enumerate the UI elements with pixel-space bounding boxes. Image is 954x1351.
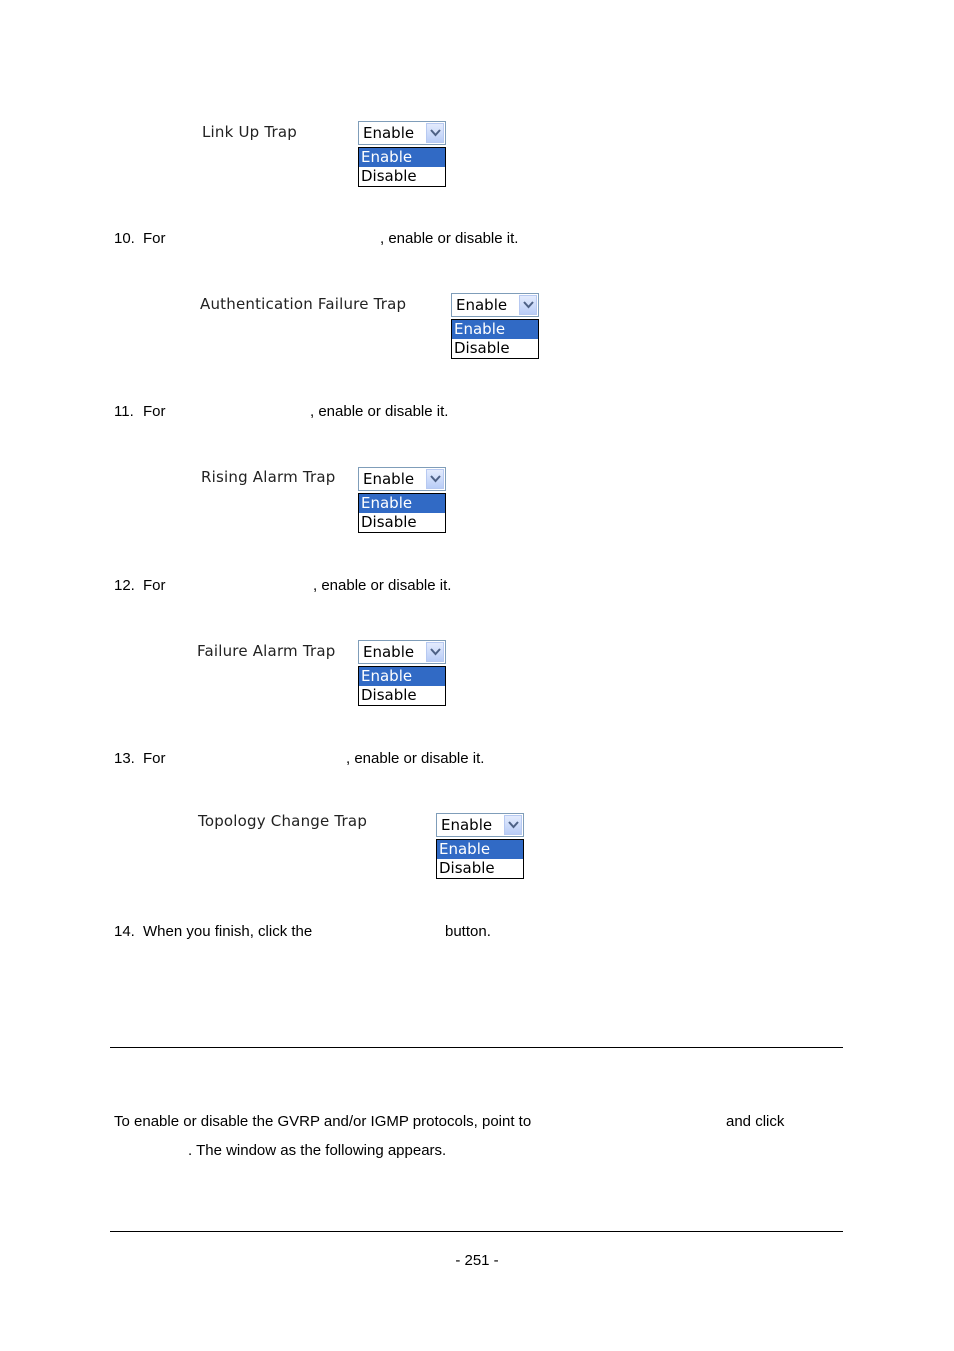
option-enable[interactable]: Enable bbox=[359, 494, 445, 513]
step-text: For bbox=[143, 577, 166, 594]
dropdown-select[interactable] bbox=[358, 121, 446, 145]
topology-change-trap-dropdown[interactable] bbox=[436, 813, 524, 879]
section-paragraph-line1: To enable or disable the GVRP and/or IGMP protocols, point to bbox=[114, 1113, 532, 1130]
option-disable[interactable]: Disable bbox=[454, 339, 510, 357]
step-10 bbox=[114, 230, 166, 247]
step-14 bbox=[114, 923, 312, 940]
dropdown-options bbox=[358, 147, 446, 187]
dropdown-options bbox=[436, 839, 524, 879]
dropdown-select[interactable] bbox=[436, 813, 524, 837]
step-12-tail: , enable or disable it. bbox=[313, 577, 452, 594]
step-text: For bbox=[143, 230, 166, 247]
option-enable[interactable]: Enable bbox=[437, 840, 523, 859]
option-enable[interactable]: Enable bbox=[359, 667, 445, 686]
section-paragraph-line1-tail: and click bbox=[726, 1113, 785, 1130]
dropdown-options bbox=[358, 666, 446, 706]
footer-divider bbox=[110, 1231, 843, 1232]
option-enable[interactable]: Enable bbox=[452, 320, 538, 339]
chevron-down-icon[interactable] bbox=[426, 469, 444, 489]
option-disable[interactable]: Disable bbox=[361, 167, 417, 185]
step-number: 14. bbox=[114, 923, 135, 940]
selected-value: Enable bbox=[363, 124, 415, 142]
selected-value: Enable bbox=[441, 816, 493, 834]
step-text: For bbox=[143, 750, 166, 767]
authentication-failure-trap-dropdown[interactable] bbox=[451, 293, 539, 359]
step-10-tail: , enable or disable it. bbox=[380, 230, 519, 247]
step-number: 10. bbox=[114, 230, 135, 247]
dropdown-select[interactable] bbox=[451, 293, 539, 317]
section-divider bbox=[110, 1047, 843, 1048]
option-disable[interactable]: Disable bbox=[361, 513, 417, 531]
step-13 bbox=[114, 750, 166, 767]
page-number: - 251 - bbox=[455, 1252, 499, 1269]
dropdown-select[interactable] bbox=[358, 640, 446, 664]
link-up-trap-label: Link Up Trap bbox=[202, 123, 297, 141]
dropdown-options bbox=[451, 319, 539, 359]
section-paragraph-line2: . The window as the following appears. bbox=[188, 1142, 447, 1159]
selected-value: Enable bbox=[363, 470, 415, 488]
step-number: 13. bbox=[114, 750, 135, 767]
chevron-down-icon[interactable] bbox=[426, 642, 444, 662]
step-13-tail: , enable or disable it. bbox=[346, 750, 485, 767]
dropdown-options bbox=[358, 493, 446, 533]
step-text: When you finish, click the bbox=[143, 923, 313, 940]
step-text: For bbox=[143, 403, 166, 420]
step-11 bbox=[114, 403, 166, 420]
step-14-tail: button. bbox=[445, 923, 491, 940]
option-disable[interactable]: Disable bbox=[361, 686, 417, 704]
chevron-down-icon[interactable] bbox=[426, 123, 444, 143]
step-12 bbox=[114, 577, 166, 594]
option-enable[interactable]: Enable bbox=[359, 148, 445, 167]
selected-value: Enable bbox=[456, 296, 508, 314]
step-number: 11. bbox=[114, 403, 134, 420]
link-up-trap-dropdown[interactable] bbox=[358, 121, 446, 187]
failure-alarm-trap-dropdown[interactable] bbox=[358, 640, 446, 706]
authentication-failure-trap-label: Authentication Failure Trap bbox=[200, 295, 407, 313]
rising-alarm-trap-label: Rising Alarm Trap bbox=[201, 468, 336, 486]
step-number: 12. bbox=[114, 577, 135, 594]
topology-change-trap-label: Topology Change Trap bbox=[198, 812, 368, 830]
rising-alarm-trap-dropdown[interactable] bbox=[358, 467, 446, 533]
option-disable[interactable]: Disable bbox=[439, 859, 495, 877]
dropdown-select[interactable] bbox=[358, 467, 446, 491]
chevron-down-icon[interactable] bbox=[519, 295, 537, 315]
failure-alarm-trap-label: Failure Alarm Trap bbox=[197, 642, 336, 660]
step-11-tail: , enable or disable it. bbox=[310, 403, 449, 420]
selected-value: Enable bbox=[363, 643, 415, 661]
chevron-down-icon[interactable] bbox=[504, 815, 522, 835]
